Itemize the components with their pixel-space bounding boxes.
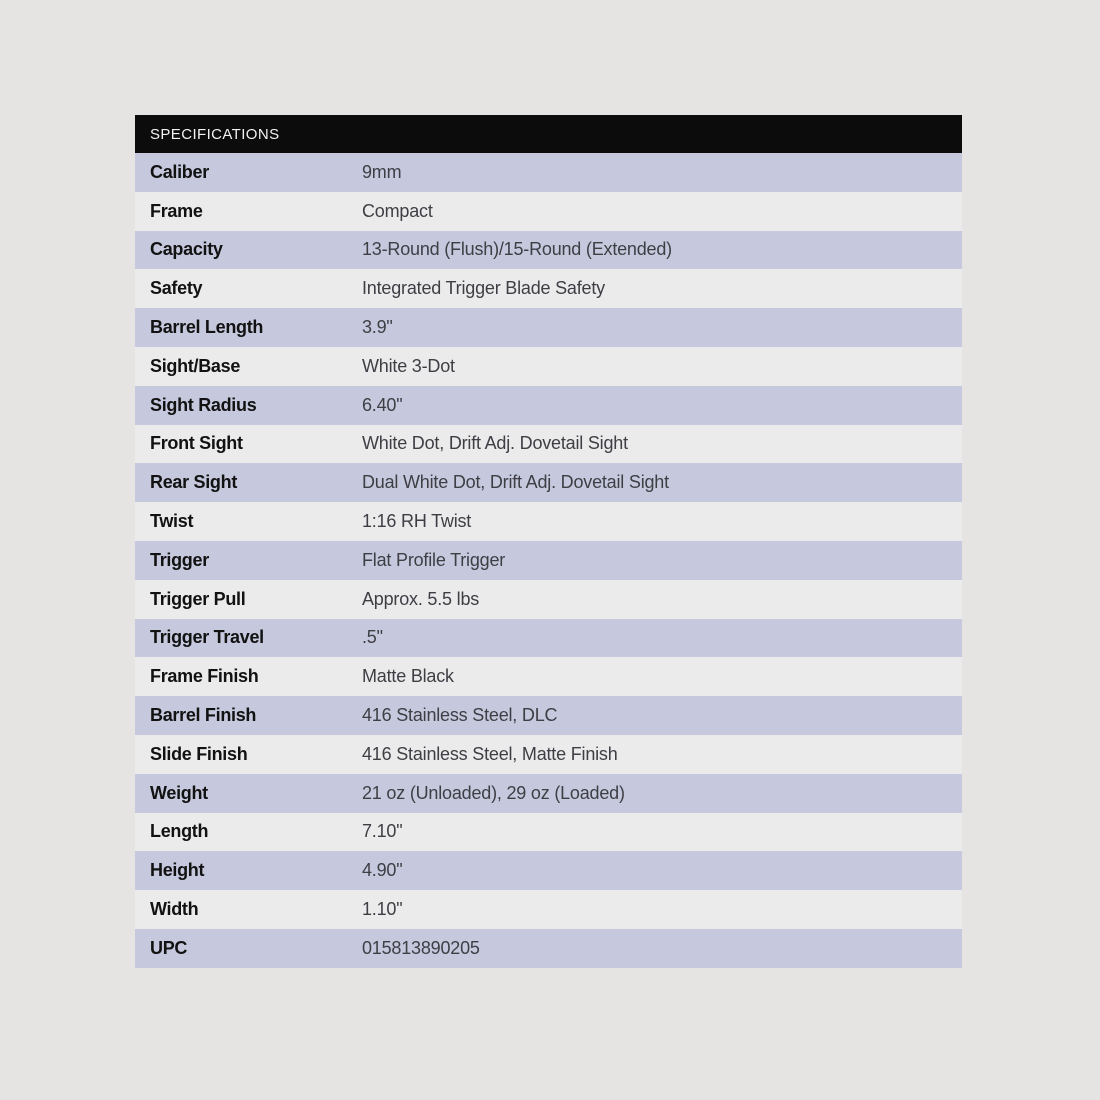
spec-label: UPC [150,937,188,958]
spec-label: Barrel Finish [150,705,257,726]
spec-value: 3.9" [362,317,393,338]
table-row [135,657,962,696]
table-row [135,231,962,270]
spec-value: 21 oz (Unloaded), 29 oz (Loaded) [362,782,625,803]
spec-value: .5" [362,627,383,648]
spec-label: Front Sight [150,433,243,454]
spec-value: 7.10" [362,821,403,842]
spec-value: 6.40" [362,394,403,415]
spec-label: Caliber [150,161,209,182]
spec-label: Trigger Travel [150,627,264,648]
specifications-header [135,115,962,153]
spec-value: 13-Round (Flush)/15-Round (Extended) [362,239,672,260]
table-row [135,851,962,890]
table-row [135,580,962,619]
spec-label: Rear Sight [150,472,238,493]
spec-label: Width [150,899,199,920]
spec-value: Dual White Dot, Drift Adj. Dovetail Sight [362,472,669,493]
spec-value: 015813890205 [362,937,480,958]
spec-label: Trigger Pull [150,588,246,609]
table-row [135,153,962,192]
table-row [135,541,962,580]
spec-label: Frame Finish [150,666,259,687]
spec-value: 4.90" [362,860,403,881]
spec-label: Slide Finish [150,743,248,764]
spec-label: Sight/Base [150,355,241,376]
spec-label: Barrel Length [150,317,264,338]
spec-value: Compact [362,200,433,221]
spec-label: Height [150,860,205,881]
table-row [135,929,962,968]
spec-value: 416 Stainless Steel, DLC [362,705,558,726]
spec-label: Capacity [150,239,223,260]
specifications-table [135,115,962,968]
table-row [135,774,962,813]
spec-value: Integrated Trigger Blade Safety [362,278,605,299]
spec-value: Matte Black [362,666,454,687]
spec-value: White 3-Dot [362,355,455,376]
spec-value: 416 Stainless Steel, Matte Finish [362,743,618,764]
spec-value: Approx. 5.5 lbs [362,588,480,609]
table-row [135,696,962,735]
table-row [135,619,962,658]
table-row [135,308,962,347]
table-row [135,347,962,386]
table-row [135,463,962,502]
table-row [135,735,962,774]
table-row [135,890,962,929]
spec-value: Flat Profile Trigger [362,549,506,570]
table-row [135,425,962,464]
spec-rows-container [135,153,962,968]
spec-label: Frame [150,200,203,221]
spec-value: 1:16 RH Twist [362,511,472,532]
spec-label: Twist [150,511,194,532]
table-row [135,813,962,852]
spec-value: 9mm [362,161,402,182]
spec-value: White Dot, Drift Adj. Dovetail Sight [362,433,628,454]
table-row [135,192,962,231]
specifications-title: SPECIFICATIONS [150,125,280,143]
spec-label: Trigger [150,549,209,570]
table-row [135,269,962,308]
table-row [135,502,962,541]
spec-label: Length [150,821,209,842]
spec-label: Weight [150,782,208,803]
spec-value: 1.10" [362,899,403,920]
spec-label: Safety [150,278,203,299]
table-row [135,386,962,425]
spec-label: Sight Radius [150,394,257,415]
